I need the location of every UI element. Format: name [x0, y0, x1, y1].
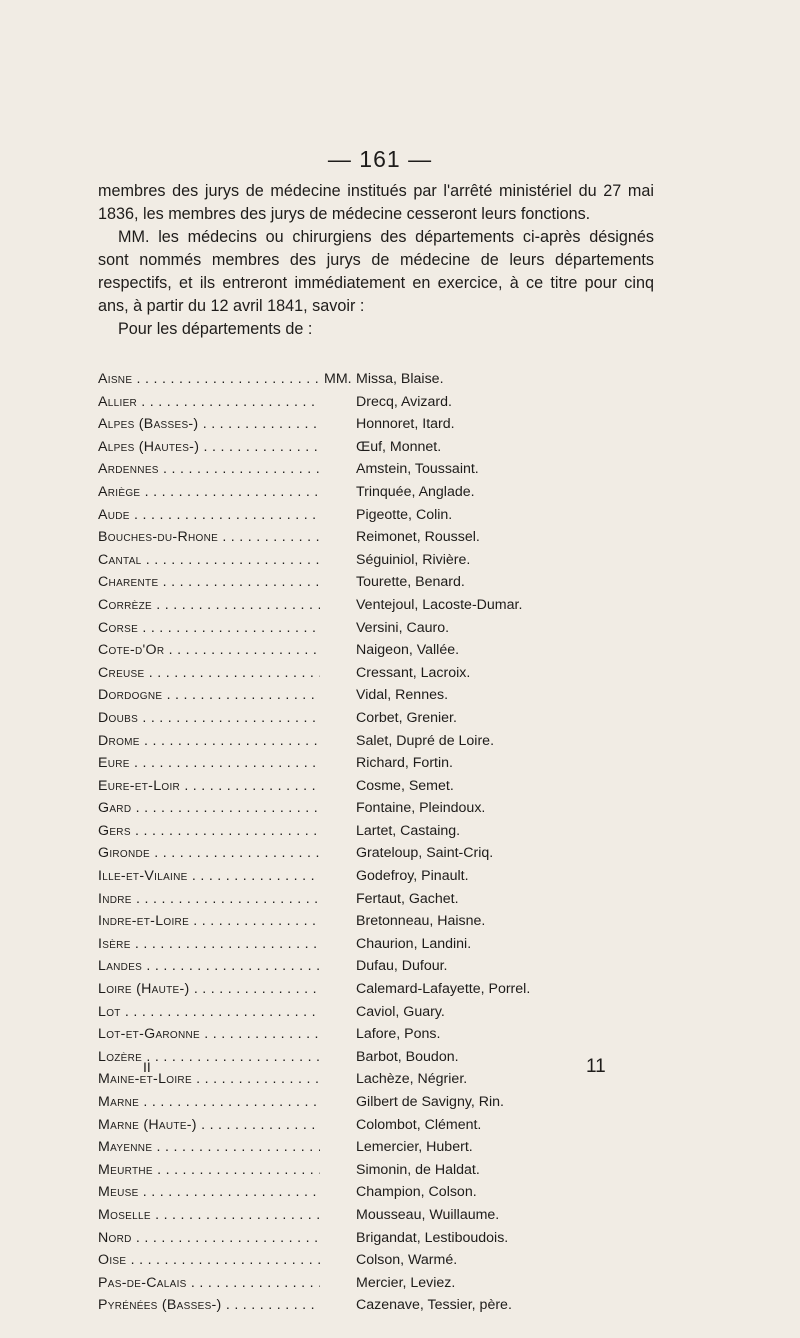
list-item: [98, 1181, 558, 1204]
list-item: [98, 1023, 558, 1046]
department-name: Ardennes . . .: [98, 458, 320, 481]
department-name: Marne . . .: [98, 1091, 320, 1114]
list-item: [98, 594, 558, 617]
page-number: — 161 —: [327, 146, 433, 172]
list-item: [98, 1272, 558, 1295]
list-item: [98, 820, 558, 843]
list-item: [98, 436, 558, 459]
list-item: [98, 1159, 558, 1182]
member-names: Cosme, Semet.: [356, 777, 454, 794]
member-names: Caviol, Guary.: [356, 1003, 445, 1020]
list-item: [98, 797, 558, 820]
department-name: Meurthe . . .: [98, 1159, 320, 1182]
member-names: Reimonet, Roussel.: [356, 529, 480, 546]
department-name: Ariège . . .: [98, 481, 320, 504]
member-names: Naigeon, Vallée.: [356, 642, 460, 659]
list-item: [98, 752, 558, 775]
list-item: [98, 1204, 558, 1227]
list-item: [98, 1001, 558, 1024]
member-names: Fertaut, Gachet.: [356, 890, 459, 907]
department-name: Gard . . .: [98, 797, 320, 820]
department-name: Lot . . .: [98, 1001, 320, 1024]
department-name: Marne (Haute-) . . .: [98, 1114, 320, 1137]
member-names: Godefroy, Pinault.: [356, 868, 469, 885]
department-name: Allier . . .: [98, 391, 320, 414]
list-item: [98, 842, 558, 865]
member-names: Grateloup, Saint-Criq.: [356, 845, 494, 862]
department-name: Gironde . . .: [98, 842, 320, 865]
department-name: Nord . . .: [98, 1227, 320, 1250]
member-names: Lemercier, Hubert.: [356, 1139, 473, 1156]
member-names: Simonin, de Haldat.: [356, 1161, 480, 1178]
list-item: [98, 662, 558, 685]
member-names: Mousseau, Wuillaume.: [356, 1206, 500, 1223]
list-item: [98, 639, 558, 662]
list-item: [98, 1249, 558, 1272]
list-item: [98, 1068, 558, 1091]
list-item: [98, 481, 558, 504]
department-name: Pas-de-Calais . . .: [98, 1272, 320, 1295]
department-name: Aisne . . .: [98, 368, 320, 391]
department-name: Oise . . .: [98, 1249, 320, 1272]
department-name: Dordogne . . .: [98, 684, 320, 707]
list-item: [98, 865, 558, 888]
intro-paragraph: MM. les médecins ou chirurgiens des départements ci-après désignés sont nommés membres des jurys de médecine de leurs départements respectifs, et ils entreront immédiatement en exercice, à ce titre pour cinq ans, à partir du 12 avril 1841, savoir :: [98, 228, 654, 315]
member-names: Missa, Blaise.: [356, 371, 444, 387]
department-name: Landes . . .: [98, 955, 320, 978]
list-item: [98, 413, 558, 436]
list-item: [98, 1046, 558, 1069]
department-name: Doubs . . .: [98, 707, 320, 730]
member-names: Gilbert de Savigny, Rin.: [356, 1094, 504, 1110]
department-name: Lozère . . .: [98, 1046, 320, 1069]
member-names: Champion, Colson.: [356, 1184, 477, 1201]
department-name: Charente . . .: [98, 571, 320, 594]
member-names: Bretonneau, Haisne.: [356, 913, 486, 930]
department-list: [98, 368, 558, 1317]
member-names: Ventejoul, Lacoste-Dumar.: [356, 596, 523, 613]
department-name: Alpes (Hautes-) . . .: [98, 436, 320, 459]
member-names: Brigandat, Lestiboudois.: [356, 1229, 509, 1246]
list-item: [98, 526, 558, 549]
sheet-number: 11: [586, 1056, 606, 1077]
department-name: Meuse . . .: [98, 1181, 320, 1204]
department-name: Bouches-du-Rhone . . .: [98, 526, 320, 549]
member-names: Œuf, Monnet.: [356, 438, 442, 455]
member-names: Lafore, Pons.: [356, 1026, 441, 1043]
department-name: Indre . . .: [98, 888, 320, 911]
list-item: [98, 571, 558, 594]
list-item: [98, 955, 558, 978]
member-names: Fontaine, Pleindoux.: [356, 800, 486, 817]
department-name: Eure-et-Loir . . .: [98, 775, 320, 798]
list-item: [98, 549, 558, 572]
member-names: Barbot, Boudon.: [356, 1048, 459, 1065]
department-name: Pyrénées (Basses-) . . .: [98, 1294, 320, 1317]
member-names: Richard, Fortin.: [356, 755, 453, 772]
department-name: Moselle . . .: [98, 1204, 320, 1227]
department-name: Eure . . .: [98, 752, 320, 775]
list-item: [98, 730, 558, 753]
member-names: Pigeotte, Colin.: [356, 506, 453, 523]
intro-text: [98, 180, 654, 341]
department-name: Corse . . .: [98, 617, 320, 640]
member-names: Cressant, Lacroix.: [356, 664, 471, 681]
member-names: Lachèze, Négrier.: [356, 1071, 468, 1088]
member-names: Lartet, Castaing.: [356, 822, 461, 839]
list-item: [98, 617, 558, 640]
list-item: [98, 910, 558, 933]
list-item: [98, 775, 558, 798]
member-names: Drecq, Avizard.: [356, 393, 452, 410]
department-name: Isère . . .: [98, 933, 320, 956]
list-item: [98, 458, 558, 481]
intro-paragraph: Pour les départements de :: [118, 320, 313, 338]
mm-label: MM.: [324, 371, 352, 387]
signature-mark: II: [143, 1059, 151, 1075]
member-names: Vidal, Rennes.: [356, 687, 449, 704]
member-names: Colombot, Clément.: [356, 1116, 482, 1133]
member-names: Colson, Warmé.: [356, 1252, 458, 1269]
list-item: [98, 368, 558, 391]
member-names: Salet, Dupré de Loire.: [356, 732, 495, 749]
department-name: Alpes (Basses-) . . .: [98, 413, 320, 436]
department-name: Lot-et-Garonne . . .: [98, 1023, 320, 1046]
intro-paragraph: membres des jurys de médecine institués par l'arrêté ministériel du 27 mai 1836, les membres des jurys de médecine cesseront leurs fonctions.: [98, 182, 654, 223]
department-name: Mayenne . . .: [98, 1136, 320, 1159]
member-names: Chaurion, Landini.: [356, 935, 472, 952]
department-name: Cantal . . .: [98, 549, 320, 572]
department-name: Indre-et-Loire . . .: [98, 910, 320, 933]
list-item: [98, 888, 558, 911]
list-item: [98, 684, 558, 707]
member-names: Séguiniol, Rivière.: [356, 551, 471, 568]
department-name: Ille-et-Vilaine . . .: [98, 865, 320, 888]
department-name: Gers . . .: [98, 820, 320, 843]
member-names: Trinquée, Anglade.: [356, 483, 475, 500]
department-name: Corrèze . . .: [98, 594, 320, 617]
list-item: [98, 707, 558, 730]
department-name: Cote-d'Or . . .: [98, 639, 320, 662]
member-names: Mercier, Leviez.: [356, 1274, 456, 1291]
list-item: [98, 933, 558, 956]
department-name: Loire (Haute-) . . .: [98, 978, 320, 1001]
department-name: Maine-et-Loire . . .: [98, 1068, 320, 1091]
list-item: [98, 1294, 558, 1317]
list-item: [98, 1136, 558, 1159]
list-item: [98, 1114, 558, 1137]
department-name: Drome . . .: [98, 730, 320, 753]
member-names: Honnoret, Itard.: [356, 416, 455, 433]
member-names: Versini, Cauro.: [356, 619, 450, 636]
department-name: Creuse . . .: [98, 662, 320, 685]
list-item: [98, 1227, 558, 1250]
department-name: Aude . . .: [98, 504, 320, 527]
member-names: Cazenave, Tessier, père.: [356, 1297, 512, 1314]
list-item: [98, 504, 558, 527]
member-names: Calemard-Lafayette, Porrel.: [356, 981, 531, 998]
member-names: Dufau, Dufour.: [356, 958, 448, 975]
list-item: [98, 391, 558, 414]
member-names: Corbet, Grenier.: [356, 709, 457, 726]
list-item: [98, 1091, 558, 1114]
member-names: Amstein, Toussaint.: [356, 461, 479, 478]
member-names: Tourette, Benard.: [356, 574, 465, 591]
list-item: [98, 978, 558, 1001]
